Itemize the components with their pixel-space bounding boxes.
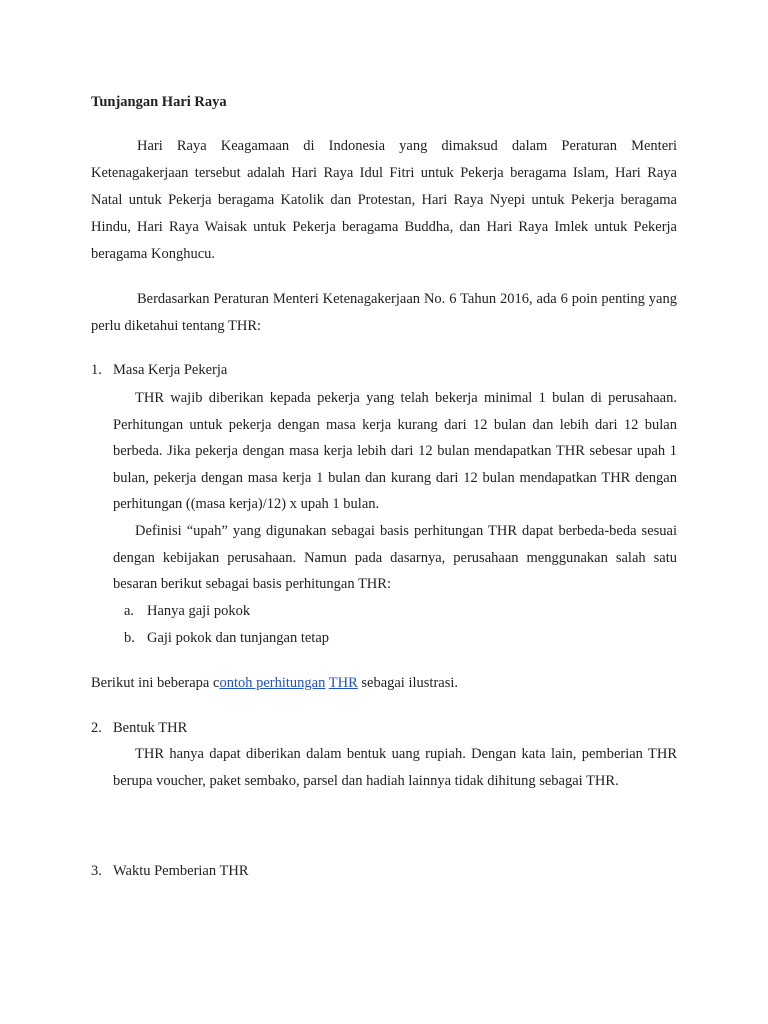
section1-paragraph1: THR wajib diberikan kepada pekerja yang telah bekerja minimal 1 bulan di perusahaan. Perhitungan untuk pekerja dengan masa kerja kurang dari 12 bulan dan lebih dari 12 bulan berbeda. Jika pekerja dengan masa kerja lebih dari 12 bulan mendapatkan THR sebesar upah 1 bulan, pekerja dengan masa kerja 1 bulan dan kurang dari 12 bulan mendapatkan THR dengan perhitungan ((masa kerja)/12) x upah 1 bulan.: [113, 390, 677, 512]
section1-paragraph2: Definisi “upah” yang digunakan sebagai basis perhitungan THR dapat berbeda-beda sesuai dengan kebijakan perusahaan. Namun pada dasarnya, perusahaan menggunakan salah satu besaran berikut sebagai basis perhitungan THR:: [113, 523, 677, 592]
thr-link[interactable]: THR: [328, 675, 358, 691]
intro-paragraph: Hari Raya Keagamaan di Indonesia yang dimaksud dalam Peraturan Menteri Ketenagakerjaan tersebut adalah Hari Raya Idul Fitri untuk Pekerja beragama Islam, Hari Raya Natal untuk Pekerja beragama Katolik dan Protestan, Hari Raya Nyepi untuk Pekerja beragama Hindu, Hari Raya Waisak untuk Pekerja beragama Buddha, dan Hari Raya Imlek untuk Pekerja beragama Konghucu.: [91, 138, 677, 262]
list-item-marker: b.: [124, 630, 135, 646]
link-line-prefix: Berikut ini beberapa c: [91, 675, 220, 691]
section2-number: 2.: [91, 720, 102, 736]
list-item-marker: a.: [124, 603, 135, 619]
list-item: Gaji pokok dan tunjangan tetap: [147, 630, 330, 646]
section3-number: 3.: [91, 863, 102, 879]
regulation-paragraph: Berdasarkan Peraturan Menteri Ketenagakerjaan No. 6 Tahun 2016, ada 6 poin penting yang perlu diketahui tentang THR:: [91, 291, 677, 334]
section1-heading: Masa Kerja Pekerja: [113, 362, 228, 378]
section2-heading: Bentuk THR: [113, 720, 188, 736]
section2-paragraph: THR hanya dapat diberikan dalam bentuk uang rupiah. Dengan kata lain, pemberian THR berupa voucher, paket sembako, parsel dan hadiah lainnya tidak dihitung sebagai THR.: [113, 746, 677, 789]
list-item: Hanya gaji pokok: [147, 603, 251, 619]
example-link-line: [91, 670, 677, 697]
example-calculation-link[interactable]: ontoh perhitungan: [219, 675, 326, 691]
section3-heading: Waktu Pemberian THR: [113, 863, 249, 879]
link-line-suffix: sebagai ilustrasi.: [357, 675, 459, 691]
section1-number: 1.: [91, 362, 102, 378]
document-title: Tunjangan Hari Raya: [91, 94, 227, 110]
